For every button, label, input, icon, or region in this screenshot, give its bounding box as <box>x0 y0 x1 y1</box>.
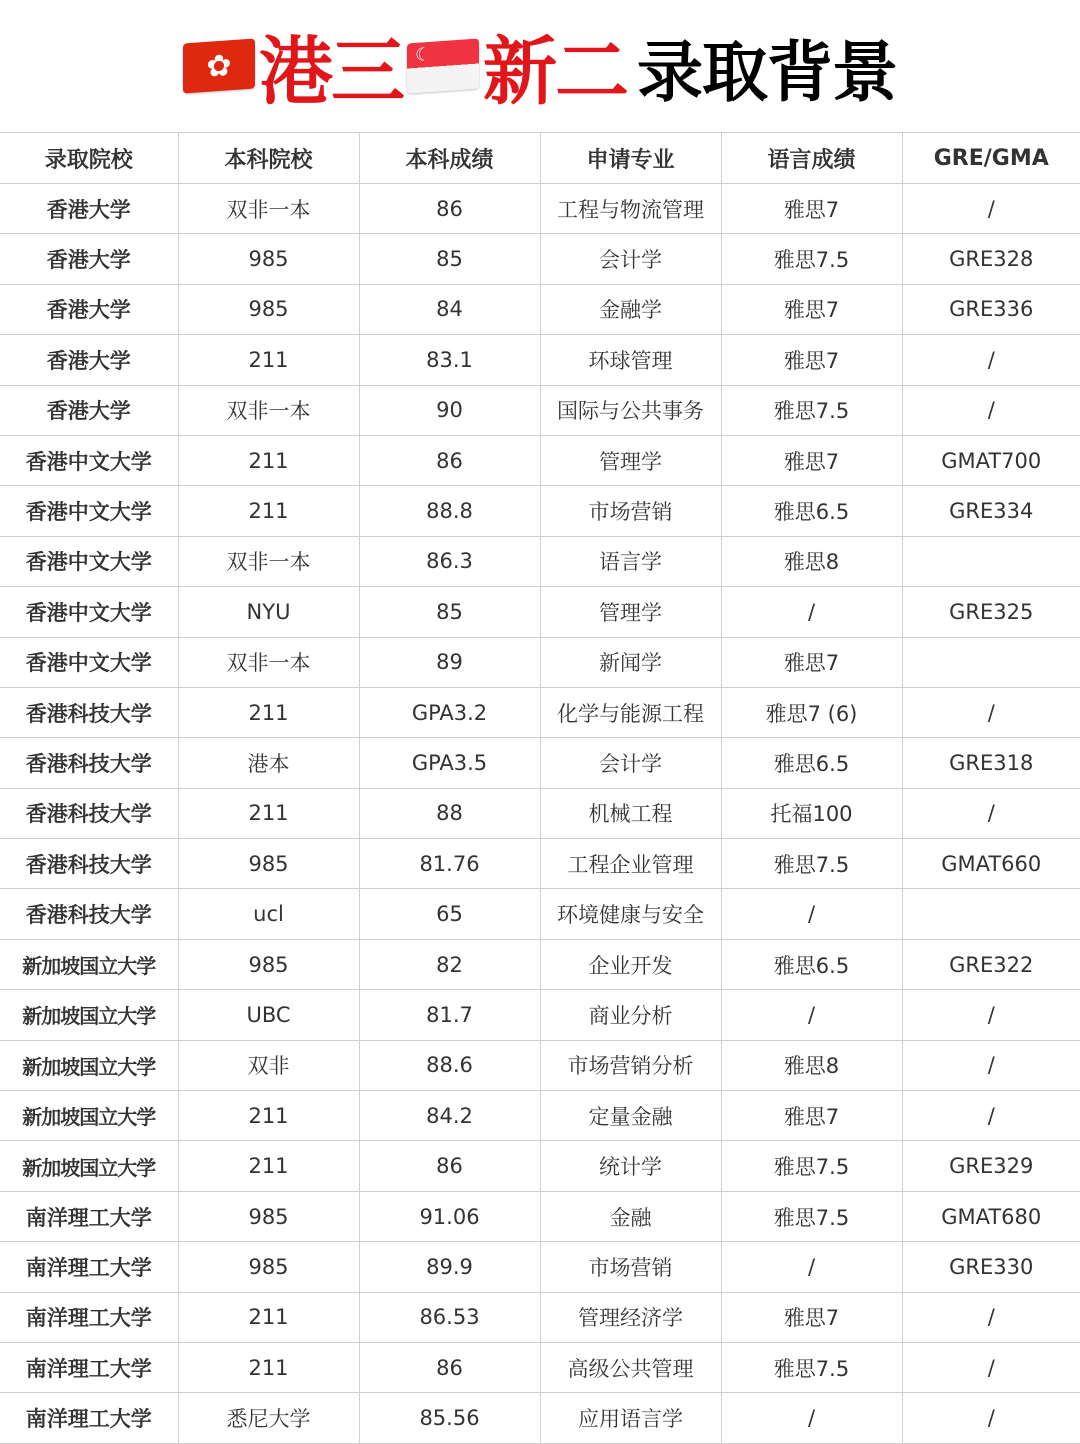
table-row <box>0 1091 1080 1141</box>
table-row <box>0 184 1080 234</box>
cell-undergrad-score: 83.1 <box>359 335 540 385</box>
cell-gre-gmat: / <box>902 1292 1080 1342</box>
cell-undergrad-school: UBC <box>178 990 359 1040</box>
cell-program: 国际与公共事务 <box>540 385 721 435</box>
cell-undergrad-score: 86 <box>359 1141 540 1191</box>
cell-admitted-school: 新加坡国立大学 <box>0 939 178 989</box>
cell-admitted-school: 香港大学 <box>0 234 178 284</box>
cell-gre-gmat: GRE325 <box>902 587 1080 637</box>
title-sg: 新二 <box>483 29 627 115</box>
cell-program: 化学与能源工程 <box>540 687 721 737</box>
cell-language-score: 雅思7 (6) <box>721 687 902 737</box>
cell-undergrad-school: 双非一本 <box>178 385 359 435</box>
table-row <box>0 637 1080 687</box>
cell-undergrad-score: 81.7 <box>359 990 540 1040</box>
cell-undergrad-school: 211 <box>178 687 359 737</box>
cell-program: 商业分析 <box>540 990 721 1040</box>
cell-language-score: 雅思7 <box>721 1292 902 1342</box>
table-row <box>0 1040 1080 1090</box>
cell-undergrad-score: 88 <box>359 788 540 838</box>
cell-admitted-school: 南洋理工大学 <box>0 1292 178 1342</box>
cell-undergrad-score: 91.06 <box>359 1191 540 1241</box>
cell-undergrad-score: 88.6 <box>359 1040 540 1090</box>
column-header-undergrad-school: 本科院校 <box>178 133 359 184</box>
cell-language-score: 雅思7.5 <box>721 839 902 889</box>
cell-admitted-school: 香港科技大学 <box>0 738 178 788</box>
cell-program: 市场营销 <box>540 1242 721 1292</box>
cell-admitted-school: 新加坡国立大学 <box>0 990 178 1040</box>
cell-program: 新闻学 <box>540 637 721 687</box>
cell-gre-gmat: / <box>902 184 1080 234</box>
cell-admitted-school: 香港中文大学 <box>0 536 178 586</box>
cell-language-score: / <box>721 889 902 939</box>
table-row <box>0 839 1080 889</box>
cell-language-score: 雅思7 <box>721 284 902 334</box>
cell-undergrad-school: 211 <box>178 1141 359 1191</box>
table-header-row <box>0 133 1080 184</box>
cell-undergrad-school: 港本 <box>178 738 359 788</box>
table-row <box>0 788 1080 838</box>
cell-undergrad-score: 84 <box>359 284 540 334</box>
table-row <box>0 234 1080 284</box>
cell-undergrad-score: 84.2 <box>359 1091 540 1141</box>
cell-gre-gmat: / <box>902 788 1080 838</box>
cell-program: 管理经济学 <box>540 1292 721 1342</box>
cell-undergrad-score: 86.53 <box>359 1292 540 1342</box>
cell-admitted-school: 香港中文大学 <box>0 637 178 687</box>
cell-program: 会计学 <box>540 738 721 788</box>
cell-undergrad-score: GPA3.5 <box>359 738 540 788</box>
table-row <box>0 939 1080 989</box>
cell-undergrad-school: ucl <box>178 889 359 939</box>
cell-language-score: 雅思7.5 <box>721 385 902 435</box>
cell-program: 市场营销 <box>540 486 721 536</box>
cell-language-score: / <box>721 990 902 1040</box>
cell-admitted-school: 南洋理工大学 <box>0 1342 178 1392</box>
cell-gre-gmat: GRE329 <box>902 1141 1080 1191</box>
column-header-admitted-school: 录取院校 <box>0 133 178 184</box>
cell-undergrad-school: 211 <box>178 788 359 838</box>
cell-program: 管理学 <box>540 587 721 637</box>
cell-gre-gmat: GMAT700 <box>902 435 1080 485</box>
cell-undergrad-score: 85 <box>359 587 540 637</box>
cell-program: 机械工程 <box>540 788 721 838</box>
cell-language-score: 雅思6.5 <box>721 486 902 536</box>
cell-gre-gmat: / <box>902 385 1080 435</box>
cell-undergrad-score: 89.9 <box>359 1242 540 1292</box>
cell-undergrad-school: 双非一本 <box>178 536 359 586</box>
table-row <box>0 335 1080 385</box>
cell-gre-gmat: GMAT680 <box>902 1191 1080 1241</box>
cell-gre-gmat: GRE328 <box>902 234 1080 284</box>
cell-gre-gmat: / <box>902 1091 1080 1141</box>
cell-program: 管理学 <box>540 435 721 485</box>
table-row <box>0 990 1080 1040</box>
cell-language-score: / <box>721 1393 902 1443</box>
table-row <box>0 486 1080 536</box>
cell-language-score: 雅思6.5 <box>721 939 902 989</box>
table-row <box>0 435 1080 485</box>
cell-undergrad-school: 985 <box>178 939 359 989</box>
cell-admitted-school: 香港科技大学 <box>0 788 178 838</box>
column-header-undergrad-score: 本科成绩 <box>359 133 540 184</box>
cell-language-score: 雅思8 <box>721 536 902 586</box>
cell-program: 金融学 <box>540 284 721 334</box>
cell-undergrad-school: 双非 <box>178 1040 359 1090</box>
cell-undergrad-school: 211 <box>178 1342 359 1392</box>
cell-admitted-school: 香港中文大学 <box>0 435 178 485</box>
cell-gre-gmat: GRE330 <box>902 1242 1080 1292</box>
cell-gre-gmat: / <box>902 1342 1080 1392</box>
cell-undergrad-score: 90 <box>359 385 540 435</box>
cell-undergrad-score: 86.3 <box>359 536 540 586</box>
cell-undergrad-school: 985 <box>178 839 359 889</box>
cell-language-score: 雅思7 <box>721 435 902 485</box>
cell-admitted-school: 南洋理工大学 <box>0 1393 178 1443</box>
cell-admitted-school: 香港科技大学 <box>0 889 178 939</box>
cell-program: 市场营销分析 <box>540 1040 721 1090</box>
cell-program: 工程与物流管理 <box>540 184 721 234</box>
cell-admitted-school: 新加坡国立大学 <box>0 1091 178 1141</box>
cell-undergrad-score: 86 <box>359 184 540 234</box>
cell-admitted-school: 香港大学 <box>0 335 178 385</box>
cell-undergrad-score: 81.76 <box>359 839 540 889</box>
cell-admitted-school: 新加坡国立大学 <box>0 1040 178 1090</box>
cell-admitted-school: 香港科技大学 <box>0 687 178 737</box>
cell-gre-gmat: GRE318 <box>902 738 1080 788</box>
cell-undergrad-score: 85.56 <box>359 1393 540 1443</box>
cell-language-score: 雅思7.5 <box>721 234 902 284</box>
cell-undergrad-school: 悉尼大学 <box>178 1393 359 1443</box>
cell-undergrad-school: NYU <box>178 587 359 637</box>
table-row <box>0 1191 1080 1241</box>
cell-program: 环球管理 <box>540 335 721 385</box>
cell-admitted-school: 香港中文大学 <box>0 486 178 536</box>
cell-language-score: / <box>721 1242 902 1292</box>
cell-admitted-school: 香港大学 <box>0 284 178 334</box>
cell-language-score: 雅思7 <box>721 335 902 385</box>
cell-gre-gmat <box>902 637 1080 687</box>
admissions-table <box>0 132 1080 1444</box>
cell-undergrad-school: 985 <box>178 1242 359 1292</box>
table-row <box>0 587 1080 637</box>
column-header-gre-gmat: GRE/GMA <box>902 133 1080 184</box>
column-header-program: 申请专业 <box>540 133 721 184</box>
table-row <box>0 1292 1080 1342</box>
table-row <box>0 738 1080 788</box>
cell-gre-gmat: / <box>902 1040 1080 1090</box>
cell-language-score: / <box>721 587 902 637</box>
table-row <box>0 687 1080 737</box>
cell-language-score: 托福100 <box>721 788 902 838</box>
cell-program: 会计学 <box>540 234 721 284</box>
cell-undergrad-school: 211 <box>178 335 359 385</box>
cell-admitted-school: 南洋理工大学 <box>0 1191 178 1241</box>
cell-undergrad-score: 86 <box>359 435 540 485</box>
column-header-language-score: 语言成绩 <box>721 133 902 184</box>
cell-gre-gmat: GMAT660 <box>902 839 1080 889</box>
cell-admitted-school: 香港科技大学 <box>0 839 178 889</box>
cell-admitted-school: 香港中文大学 <box>0 587 178 637</box>
cell-admitted-school: 香港大学 <box>0 184 178 234</box>
cell-undergrad-school: 985 <box>178 284 359 334</box>
cell-program: 应用语言学 <box>540 1393 721 1443</box>
title-hk: 港三 <box>259 29 403 115</box>
cell-gre-gmat: / <box>902 990 1080 1040</box>
cell-language-score: 雅思7 <box>721 184 902 234</box>
cell-undergrad-score: GPA3.2 <box>359 687 540 737</box>
cell-gre-gmat: / <box>902 335 1080 385</box>
title-rest: 录取背景 <box>637 33 897 111</box>
cell-language-score: 雅思7 <box>721 637 902 687</box>
hong-kong-flag-icon: ✿ <box>183 38 255 93</box>
cell-admitted-school: 香港大学 <box>0 385 178 435</box>
cell-gre-gmat <box>902 889 1080 939</box>
cell-undergrad-score: 86 <box>359 1342 540 1392</box>
cell-undergrad-score: 85 <box>359 234 540 284</box>
cell-language-score: 雅思6.5 <box>721 738 902 788</box>
cell-program: 定量金融 <box>540 1091 721 1141</box>
cell-gre-gmat: GRE322 <box>902 939 1080 989</box>
cell-program: 高级公共管理 <box>540 1342 721 1392</box>
cell-language-score: 雅思7 <box>721 1091 902 1141</box>
table-row <box>0 1342 1080 1392</box>
cell-undergrad-school: 985 <box>178 234 359 284</box>
cell-undergrad-score: 89 <box>359 637 540 687</box>
page-title <box>0 0 1080 132</box>
cell-gre-gmat: GRE336 <box>902 284 1080 334</box>
cell-program: 语言学 <box>540 536 721 586</box>
cell-admitted-school: 南洋理工大学 <box>0 1242 178 1292</box>
cell-gre-gmat: / <box>902 687 1080 737</box>
cell-program: 环境健康与安全 <box>540 889 721 939</box>
cell-undergrad-school: 双非一本 <box>178 637 359 687</box>
cell-language-score: 雅思7.5 <box>721 1191 902 1241</box>
cell-admitted-school: 新加坡国立大学 <box>0 1141 178 1191</box>
cell-undergrad-score: 82 <box>359 939 540 989</box>
cell-program: 金融 <box>540 1191 721 1241</box>
cell-language-score: 雅思7.5 <box>721 1141 902 1191</box>
cell-undergrad-school: 双非一本 <box>178 184 359 234</box>
cell-gre-gmat <box>902 536 1080 586</box>
cell-undergrad-school: 211 <box>178 1292 359 1342</box>
cell-undergrad-score: 65 <box>359 889 540 939</box>
table-row <box>0 284 1080 334</box>
cell-language-score: 雅思8 <box>721 1040 902 1090</box>
cell-undergrad-score: 88.8 <box>359 486 540 536</box>
cell-undergrad-school: 985 <box>178 1191 359 1241</box>
cell-program: 工程企业管理 <box>540 839 721 889</box>
table-row <box>0 889 1080 939</box>
cell-undergrad-school: 211 <box>178 435 359 485</box>
table-row <box>0 1242 1080 1292</box>
cell-language-score: 雅思7.5 <box>721 1342 902 1392</box>
table-row <box>0 1141 1080 1191</box>
cell-undergrad-school: 211 <box>178 1091 359 1141</box>
cell-program: 企业开发 <box>540 939 721 989</box>
table-row <box>0 385 1080 435</box>
cell-gre-gmat: GRE334 <box>902 486 1080 536</box>
singapore-flag-icon: ☾ <box>407 38 479 93</box>
table-row <box>0 1393 1080 1443</box>
cell-undergrad-school: 211 <box>178 486 359 536</box>
cell-gre-gmat: / <box>902 1393 1080 1443</box>
table-row <box>0 536 1080 586</box>
cell-program: 统计学 <box>540 1141 721 1191</box>
